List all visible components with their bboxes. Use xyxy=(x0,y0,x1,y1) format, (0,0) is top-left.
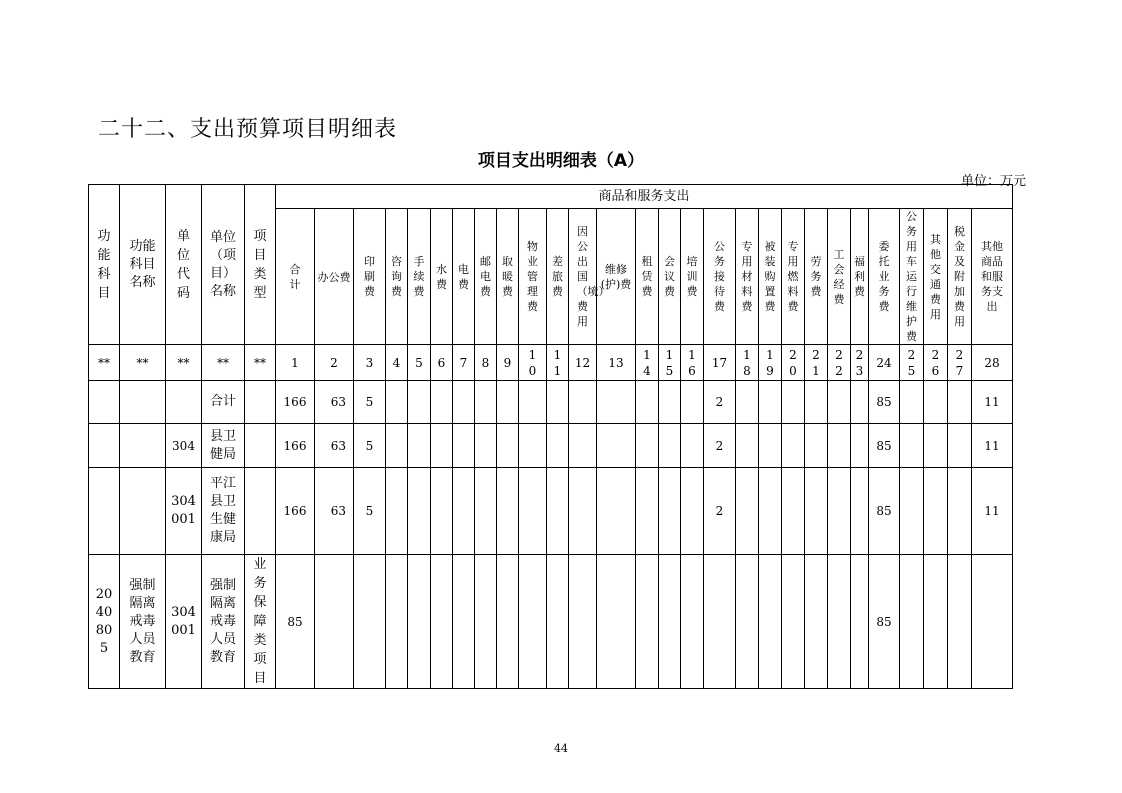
table-row: 合计 166 63 5 2 85 11 xyxy=(89,381,1013,424)
header-heating: 取暖费 xyxy=(497,209,519,345)
header-water: 水费 xyxy=(431,209,453,345)
header-welfare: 福利费 xyxy=(851,209,869,345)
header-fuel: 专用燃料费 xyxy=(782,209,805,345)
table-title: 项目支出明细表（A） xyxy=(477,151,645,171)
header-repair: 维修(护)费 xyxy=(597,209,636,345)
header-consulting: 咨询费 xyxy=(386,209,408,345)
header-union: 工会经费 xyxy=(828,209,851,345)
header-unit-code: 单位代码 xyxy=(166,185,202,345)
header-unit-name: 单位（项目）名称 xyxy=(202,185,245,345)
header-postal: 邮电费 xyxy=(475,209,497,345)
table-row: 2040805 强制隔离戒毒人员教育 304001 强制隔离戒毒人员教育 业务保障类项目 85 85 xyxy=(89,555,1013,689)
table-row: 304 县卫健局 166 63 5 2 85 11 xyxy=(89,424,1013,468)
header-abroad: 因公出国（境）费用 xyxy=(569,209,597,345)
header-labor: 劳务费 xyxy=(805,209,828,345)
header-property: 物业管理费 xyxy=(519,209,547,345)
header-handling: 手续费 xyxy=(408,209,431,345)
header-other-goods: 其他商品和服务支出 xyxy=(972,209,1013,345)
header-func-code: 功能科目 xyxy=(89,185,120,345)
project-expense-table xyxy=(88,184,1013,689)
header-vehicle: 公务用车运行维护费 xyxy=(900,209,924,345)
header-total: 合计 xyxy=(276,209,315,345)
header-training: 培训费 xyxy=(681,209,704,345)
index-row: ** ** ** ** ** 1 2 3 4 5 6 7 8 9 10 11 12 13 14 15 16 17 18 19 20 21 22 23 24 25 26 27 28 xyxy=(89,345,1013,381)
header-project-type: 项目类型 xyxy=(245,185,276,345)
header-tax: 税金及附加费用 xyxy=(948,209,972,345)
section-title: 二十二、支出预算项目明细表 xyxy=(98,117,398,142)
header-travel: 差旅费 xyxy=(547,209,569,345)
header-rent: 租赁费 xyxy=(636,209,659,345)
header-reception: 公务接待费 xyxy=(704,209,736,345)
header-uniforms: 被装购置费 xyxy=(759,209,782,345)
header-meeting: 会议费 xyxy=(659,209,681,345)
header-electricity: 电费 xyxy=(453,209,475,345)
header-goods-services: 商品和服务支出 xyxy=(276,185,1013,209)
unit-label: 单位：万元 xyxy=(960,174,1026,189)
header-other-transport: 其他交通费用 xyxy=(924,209,948,345)
header-materials: 专用材料费 xyxy=(736,209,759,345)
header-printing: 印刷费 xyxy=(354,209,386,345)
table-row: 304001 平江县卫生健康局 166 63 5 2 85 11 xyxy=(89,468,1013,555)
page-number: 44 xyxy=(554,742,568,755)
header-func-name: 功能科目名称 xyxy=(120,185,166,345)
header-office: 办公费 xyxy=(315,209,354,345)
header-entrusted: 委托业务费 xyxy=(869,209,900,345)
